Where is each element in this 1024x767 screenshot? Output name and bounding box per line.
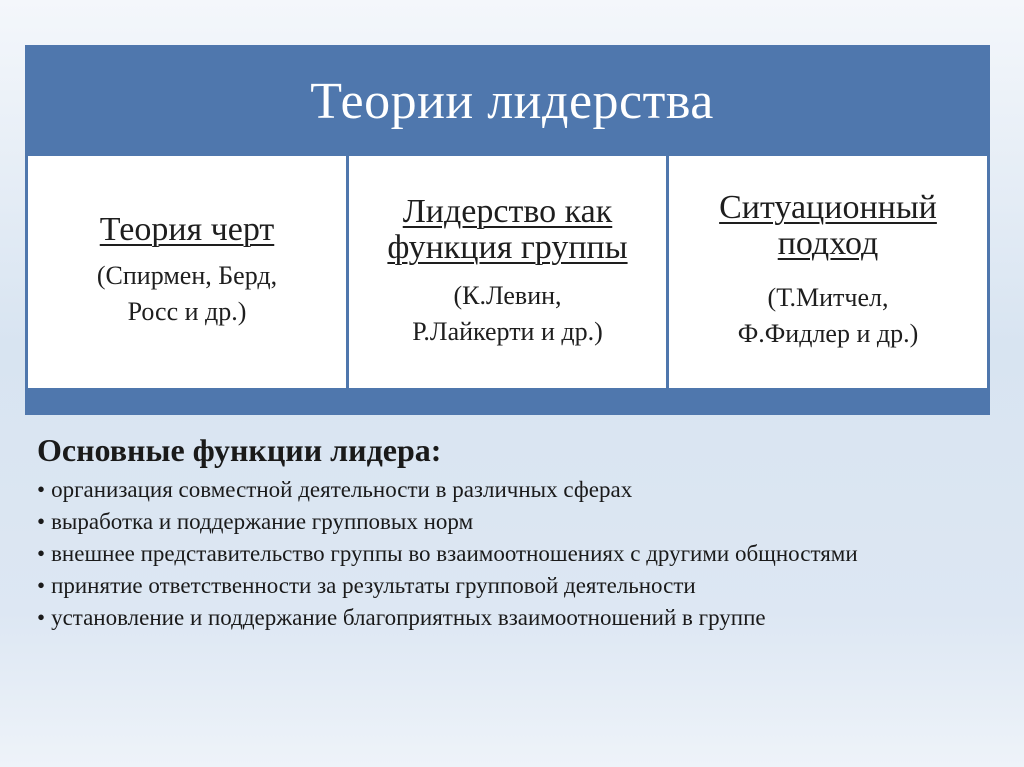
theory-card-traits bbox=[28, 156, 346, 388]
list-item-text: принятие ответственности за результаты групповой деятельности bbox=[51, 573, 696, 598]
theory-card-situational bbox=[669, 156, 987, 388]
list-item bbox=[37, 538, 997, 570]
list-item bbox=[37, 570, 997, 602]
theory-authors: (К.Левин, Р.Лайкерти и др.) bbox=[412, 281, 603, 346]
bullet-icon: • bbox=[37, 605, 46, 630]
list-item-text: установление и поддержание благоприятных взаимоотношений в группе bbox=[51, 605, 766, 630]
list-item-text: выработка и поддержание групповых норм bbox=[51, 509, 474, 534]
bullet-icon: • bbox=[37, 573, 46, 598]
slide-title: Теории лидерства bbox=[310, 73, 714, 130]
list-item-text: внешнее представительство группы во взаимоотношениях с другими общностями bbox=[51, 541, 858, 566]
theory-title: Теория черт bbox=[99, 211, 275, 248]
theory-authors: (Спирмен, Берд, Росс и др.) bbox=[96, 261, 278, 326]
leader-functions-section bbox=[37, 430, 997, 634]
list-item bbox=[37, 474, 997, 506]
list-item-text: организация совместной деятельности в различных сферах bbox=[51, 477, 633, 502]
list-item bbox=[37, 602, 997, 634]
bullet-icon: • bbox=[37, 541, 46, 566]
list-item bbox=[37, 506, 997, 538]
bullet-icon: • bbox=[37, 509, 46, 534]
theory-card-group-function bbox=[349, 156, 666, 388]
theory-authors: (Т.Митчел, Ф.Фидлер и др.) bbox=[737, 283, 919, 348]
functions-heading: Основные функции лидера: bbox=[37, 432, 442, 468]
theory-title: Лидерство как функция группы bbox=[387, 193, 628, 266]
bullet-icon: • bbox=[37, 477, 46, 502]
theory-title: Ситуационный подход bbox=[719, 189, 937, 262]
functions-list bbox=[37, 474, 997, 634]
